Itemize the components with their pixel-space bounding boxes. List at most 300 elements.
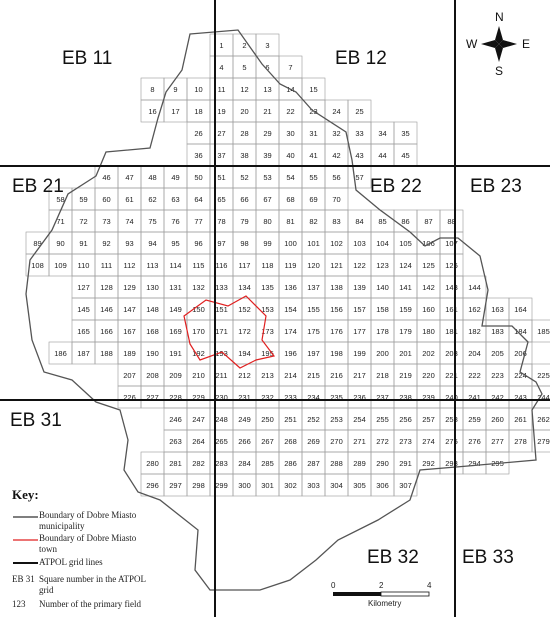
field-number: 171 (215, 327, 228, 336)
field-number: 150 (192, 305, 205, 314)
field-number: 259 (468, 415, 481, 424)
field-number: 166 (100, 327, 113, 336)
field-number: 202 (422, 349, 435, 358)
field-number: 194 (238, 349, 251, 358)
field-number: 270 (330, 437, 343, 446)
field-number: 234 (307, 393, 320, 402)
atpol-label-eb21: EB 21 (12, 176, 64, 197)
key-title: Key: (12, 487, 39, 502)
field-number: 281 (169, 459, 182, 468)
field-number: 47 (125, 173, 134, 182)
field-number: 252 (307, 415, 320, 424)
field-number: 181 (445, 327, 458, 336)
field-number: 104 (376, 239, 389, 248)
field-number: 118 (261, 261, 274, 270)
field-number: 32 (332, 129, 341, 138)
field-number: 82 (309, 217, 318, 226)
field-number: 158 (376, 305, 389, 314)
field-number: 31 (309, 129, 318, 138)
field-number: 39 (263, 151, 272, 160)
field-number: 247 (192, 415, 205, 424)
key-town-text-1: Boundary of Dobre Miasto (39, 533, 137, 543)
field-number: 25 (355, 107, 364, 116)
field-number: 298 (192, 481, 205, 490)
field-number: 244 (537, 393, 550, 402)
field-number: 30 (286, 129, 295, 138)
field-number: 250 (261, 415, 274, 424)
field-number: 67 (263, 195, 272, 204)
scale-tick-0: 0 (331, 581, 336, 590)
field-number: 293 (445, 459, 458, 468)
field-number: 238 (399, 393, 412, 402)
field-number: 11 (217, 85, 226, 94)
field-number: 107 (445, 239, 458, 248)
field-number: 22 (286, 107, 295, 116)
field-number: 184 (514, 327, 527, 336)
field-number: 162 (468, 305, 481, 314)
field-number: 2 (242, 41, 247, 50)
field-number: 163 (491, 305, 504, 314)
field-number: 267 (261, 437, 274, 446)
atpol-label-eb23: EB 23 (470, 176, 522, 197)
field-number: 105 (399, 239, 412, 248)
field-number: 9 (173, 85, 178, 94)
field-number: 124 (399, 261, 412, 270)
field-number: 206 (514, 349, 527, 358)
field-number: 64 (194, 195, 203, 204)
field-number: 167 (123, 327, 136, 336)
atpol-label-eb22: EB 22 (370, 176, 422, 197)
field-number: 256 (399, 415, 412, 424)
field-number: 262 (537, 415, 550, 424)
field-number: 274 (422, 437, 435, 446)
field-number: 29 (263, 129, 272, 138)
field-number: 190 (146, 349, 159, 358)
field-number: 141 (399, 283, 412, 292)
field-number: 291 (399, 459, 412, 468)
field-number: 68 (286, 195, 295, 204)
atpol-label-eb12: EB 12 (335, 48, 387, 69)
field-number: 191 (169, 349, 182, 358)
field-number: 151 (215, 305, 228, 314)
field-number: 284 (238, 459, 251, 468)
field-number: 199 (353, 349, 366, 358)
field-number: 235 (330, 393, 343, 402)
field-number: 196 (284, 349, 297, 358)
field-number: 198 (330, 349, 343, 358)
field-number: 94 (148, 239, 157, 248)
field-number: 34 (378, 129, 387, 138)
field-number: 114 (169, 261, 182, 270)
field-number: 15 (309, 85, 318, 94)
field-number: 159 (399, 305, 412, 314)
field-number: 7 (288, 63, 293, 72)
field-number: 225 (537, 371, 550, 380)
north-arrow-icon (481, 26, 517, 62)
field-number: 122 (353, 261, 366, 270)
field-number: 8 (150, 85, 155, 94)
field-number: 139 (353, 283, 366, 292)
field-number: 266 (238, 437, 251, 446)
field-number: 19 (217, 107, 226, 116)
field-number: 36 (194, 151, 203, 160)
field-number: 307 (399, 481, 412, 490)
field-number: 132 (192, 283, 205, 292)
field-number: 57 (355, 173, 364, 182)
field-number: 69 (309, 195, 318, 204)
field-number: 204 (468, 349, 481, 358)
field-number: 302 (284, 481, 297, 490)
field-number: 230 (215, 393, 228, 402)
field-number: 289 (353, 459, 366, 468)
field-number: 60 (102, 195, 111, 204)
field-number: 10 (194, 85, 203, 94)
field-number: 85 (378, 217, 387, 226)
field-number: 14 (286, 85, 295, 94)
field-number: 148 (146, 305, 159, 314)
field-number: 143 (445, 283, 458, 292)
field-number: 304 (330, 481, 343, 490)
field-number: 273 (399, 437, 412, 446)
field-number: 276 (468, 437, 481, 446)
field-number: 61 (125, 195, 134, 204)
field-number: 294 (468, 459, 481, 468)
field-number: 131 (169, 283, 182, 292)
field-number: 260 (491, 415, 504, 424)
key-grid-text: ATPOL grid lines (39, 557, 103, 567)
field-number: 33 (355, 129, 364, 138)
field-number: 236 (353, 393, 366, 402)
field-number: 174 (284, 327, 297, 336)
field-number: 241 (468, 393, 481, 402)
key-field-text: Number of the primary field (39, 599, 141, 609)
field-number: 176 (330, 327, 343, 336)
field-number: 5 (242, 63, 247, 72)
field-number: 136 (284, 283, 297, 292)
field-number: 193 (215, 349, 228, 358)
field-number: 86 (401, 217, 410, 226)
field-number: 4 (219, 63, 224, 72)
field-number: 89 (33, 239, 42, 248)
field-number: 88 (447, 217, 456, 226)
field-number: 41 (309, 151, 318, 160)
field-number: 253 (330, 415, 343, 424)
field-number: 242 (491, 393, 504, 402)
field-number: 233 (284, 393, 297, 402)
field-number: 43 (355, 151, 364, 160)
field-number: 1 (219, 41, 224, 50)
field-number: 70 (332, 195, 341, 204)
field-number: 66 (240, 195, 249, 204)
field-number: 269 (307, 437, 320, 446)
field-number: 138 (330, 283, 343, 292)
field-number: 20 (240, 107, 249, 116)
scale-bar (333, 592, 429, 596)
field-number: 277 (491, 437, 504, 446)
field-number: 272 (376, 437, 389, 446)
field-number: 13 (263, 85, 272, 94)
field-number: 189 (123, 349, 136, 358)
field-number: 192 (192, 349, 205, 358)
field-number: 271 (353, 437, 366, 446)
field-number: 301 (261, 481, 274, 490)
field-number: 145 (77, 305, 90, 314)
field-number: 16 (148, 107, 157, 116)
compass-w-label: W (466, 37, 478, 51)
field-number: 243 (514, 393, 527, 402)
field-number: 214 (284, 371, 297, 380)
primary-field-numbers (31, 41, 550, 490)
field-number: 123 (376, 261, 389, 270)
field-number: 76 (171, 217, 180, 226)
key-square-code: EB 31 (12, 574, 35, 584)
field-number: 146 (100, 305, 113, 314)
field-number: 127 (77, 283, 90, 292)
field-number: 295 (491, 459, 504, 468)
field-number: 134 (238, 283, 251, 292)
field-number: 237 (376, 393, 389, 402)
field-number: 157 (353, 305, 366, 314)
field-number: 248 (215, 415, 228, 424)
field-number: 71 (56, 217, 65, 226)
field-number: 45 (401, 151, 410, 160)
field-number: 180 (422, 327, 435, 336)
field-number: 218 (376, 371, 389, 380)
field-number: 110 (77, 261, 90, 270)
field-number: 77 (194, 217, 203, 226)
field-number: 283 (215, 459, 228, 468)
field-number: 23 (309, 107, 318, 116)
field-number: 183 (491, 327, 504, 336)
field-number: 21 (263, 107, 272, 116)
field-number: 175 (307, 327, 320, 336)
field-number: 275 (445, 437, 458, 446)
field-number: 125 (422, 261, 435, 270)
field-number: 187 (77, 349, 90, 358)
field-number: 257 (422, 415, 435, 424)
field-number: 239 (422, 393, 435, 402)
atpol-label-eb32: EB 32 (367, 547, 419, 568)
field-number: 203 (445, 349, 458, 358)
key-square-text-2: grid (39, 585, 54, 595)
atpol-label-eb11: EB 11 (62, 48, 113, 69)
compass-n-label: N (495, 10, 504, 24)
field-number: 84 (355, 217, 364, 226)
field-number: 201 (399, 349, 412, 358)
field-number: 154 (284, 305, 297, 314)
field-number: 217 (353, 371, 366, 380)
field-number: 35 (401, 129, 410, 138)
field-number: 51 (217, 173, 226, 182)
field-number: 24 (332, 107, 341, 116)
field-number: 129 (123, 283, 136, 292)
field-number: 44 (378, 151, 387, 160)
field-number: 83 (332, 217, 341, 226)
field-number: 121 (330, 261, 343, 270)
field-number: 197 (307, 349, 320, 358)
field-number: 228 (169, 393, 182, 402)
field-number: 200 (376, 349, 389, 358)
key-municipality-text-1: Boundary of Dobre Miasto (39, 510, 137, 520)
field-number: 79 (240, 217, 249, 226)
field-number: 287 (307, 459, 320, 468)
field-number: 101 (307, 239, 320, 248)
field-number: 303 (307, 481, 320, 490)
field-number: 126 (445, 261, 458, 270)
field-number: 195 (261, 349, 274, 358)
field-number: 231 (238, 393, 251, 402)
compass-e-label: E (522, 37, 531, 51)
field-number: 117 (238, 261, 251, 270)
field-number: 279 (537, 437, 550, 446)
field-number: 46 (102, 173, 111, 182)
field-number: 137 (307, 283, 320, 292)
field-number: 95 (171, 239, 180, 248)
field-number: 305 (353, 481, 366, 490)
field-number: 26 (194, 129, 203, 138)
field-number: 249 (238, 415, 251, 424)
field-number: 177 (353, 327, 366, 336)
field-number: 49 (171, 173, 180, 182)
field-number: 296 (146, 481, 159, 490)
key-field-code: 123 (12, 599, 26, 609)
scale-unit: Kilometry (368, 599, 402, 608)
field-number: 149 (169, 305, 182, 314)
field-number: 155 (307, 305, 320, 314)
field-number: 55 (309, 173, 318, 182)
field-number: 133 (215, 283, 228, 292)
field-number: 261 (514, 415, 527, 424)
field-number: 227 (146, 393, 159, 402)
field-number: 164 (514, 305, 527, 314)
field-number: 28 (240, 129, 249, 138)
field-number: 50 (194, 173, 203, 182)
field-number: 280 (146, 459, 159, 468)
scale-tick-2: 2 (379, 581, 384, 590)
field-number: 224 (514, 371, 527, 380)
field-number: 185 (537, 327, 550, 336)
field-number: 232 (261, 393, 274, 402)
field-number: 288 (330, 459, 343, 468)
field-number: 219 (399, 371, 412, 380)
field-number: 38 (240, 151, 249, 160)
field-number: 220 (422, 371, 435, 380)
field-number: 120 (307, 261, 320, 270)
field-number: 92 (102, 239, 111, 248)
field-number: 17 (171, 107, 180, 116)
field-number: 72 (79, 217, 88, 226)
scale-tick-4: 4 (427, 581, 432, 590)
field-number: 58 (56, 195, 65, 204)
field-number: 78 (217, 217, 226, 226)
key-municipality-text-2: municipality (39, 521, 85, 531)
field-number: 210 (192, 371, 205, 380)
field-number: 268 (284, 437, 297, 446)
field-number: 212 (238, 371, 251, 380)
field-number: 119 (284, 261, 297, 270)
field-number: 108 (31, 261, 44, 270)
field-number: 152 (238, 305, 251, 314)
field-number: 81 (286, 217, 295, 226)
field-number: 53 (263, 173, 272, 182)
field-number: 208 (146, 371, 159, 380)
field-number: 91 (79, 239, 88, 248)
field-number: 169 (169, 327, 182, 336)
atpol-label-eb31: EB 31 (10, 410, 62, 431)
field-number: 103 (353, 239, 366, 248)
field-number: 285 (261, 459, 274, 468)
field-number: 258 (445, 415, 458, 424)
field-number: 54 (286, 173, 295, 182)
field-number: 48 (148, 173, 157, 182)
field-number: 278 (514, 437, 527, 446)
field-number: 144 (468, 283, 481, 292)
atpol-label-eb33: EB 33 (462, 547, 514, 568)
field-number: 73 (102, 217, 111, 226)
field-number: 128 (100, 283, 113, 292)
field-number: 205 (491, 349, 504, 358)
field-number: 142 (422, 283, 435, 292)
field-number: 80 (263, 217, 272, 226)
field-number: 93 (125, 239, 134, 248)
field-number: 186 (54, 349, 67, 358)
field-number: 306 (376, 481, 389, 490)
field-number: 97 (217, 239, 226, 248)
field-number: 112 (123, 261, 136, 270)
field-number: 240 (445, 393, 458, 402)
field-number: 90 (56, 239, 65, 248)
field-number: 63 (171, 195, 180, 204)
field-number: 226 (123, 393, 136, 402)
key-square-text-1: Square number in the ATPOL (39, 574, 146, 584)
field-number: 100 (284, 239, 297, 248)
field-number: 292 (422, 459, 435, 468)
field-number: 168 (146, 327, 159, 336)
field-number: 160 (422, 305, 435, 314)
field-number: 42 (332, 151, 341, 160)
field-number: 299 (215, 481, 228, 490)
field-number: 115 (192, 261, 205, 270)
field-number: 251 (284, 415, 297, 424)
field-number: 170 (192, 327, 205, 336)
field-number: 254 (353, 415, 366, 424)
field-number: 140 (376, 283, 389, 292)
field-number: 246 (169, 415, 182, 424)
field-number: 65 (217, 195, 226, 204)
field-number: 147 (123, 305, 136, 314)
field-number: 56 (332, 173, 341, 182)
field-number: 6 (265, 63, 270, 72)
field-number: 182 (468, 327, 481, 336)
field-number: 179 (399, 327, 412, 336)
field-number: 207 (123, 371, 136, 380)
field-number: 265 (215, 437, 228, 446)
field-number: 173 (261, 327, 274, 336)
field-number: 153 (261, 305, 274, 314)
field-number: 161 (445, 305, 458, 314)
field-number: 255 (376, 415, 389, 424)
field-number: 172 (238, 327, 251, 336)
field-number: 62 (148, 195, 157, 204)
field-number: 221 (445, 371, 458, 380)
field-number: 102 (330, 239, 343, 248)
field-number: 156 (330, 305, 343, 314)
field-number: 229 (192, 393, 205, 402)
field-number: 263 (169, 437, 182, 446)
field-number: 211 (215, 371, 228, 380)
field-number: 282 (192, 459, 205, 468)
field-number: 99 (263, 239, 272, 248)
